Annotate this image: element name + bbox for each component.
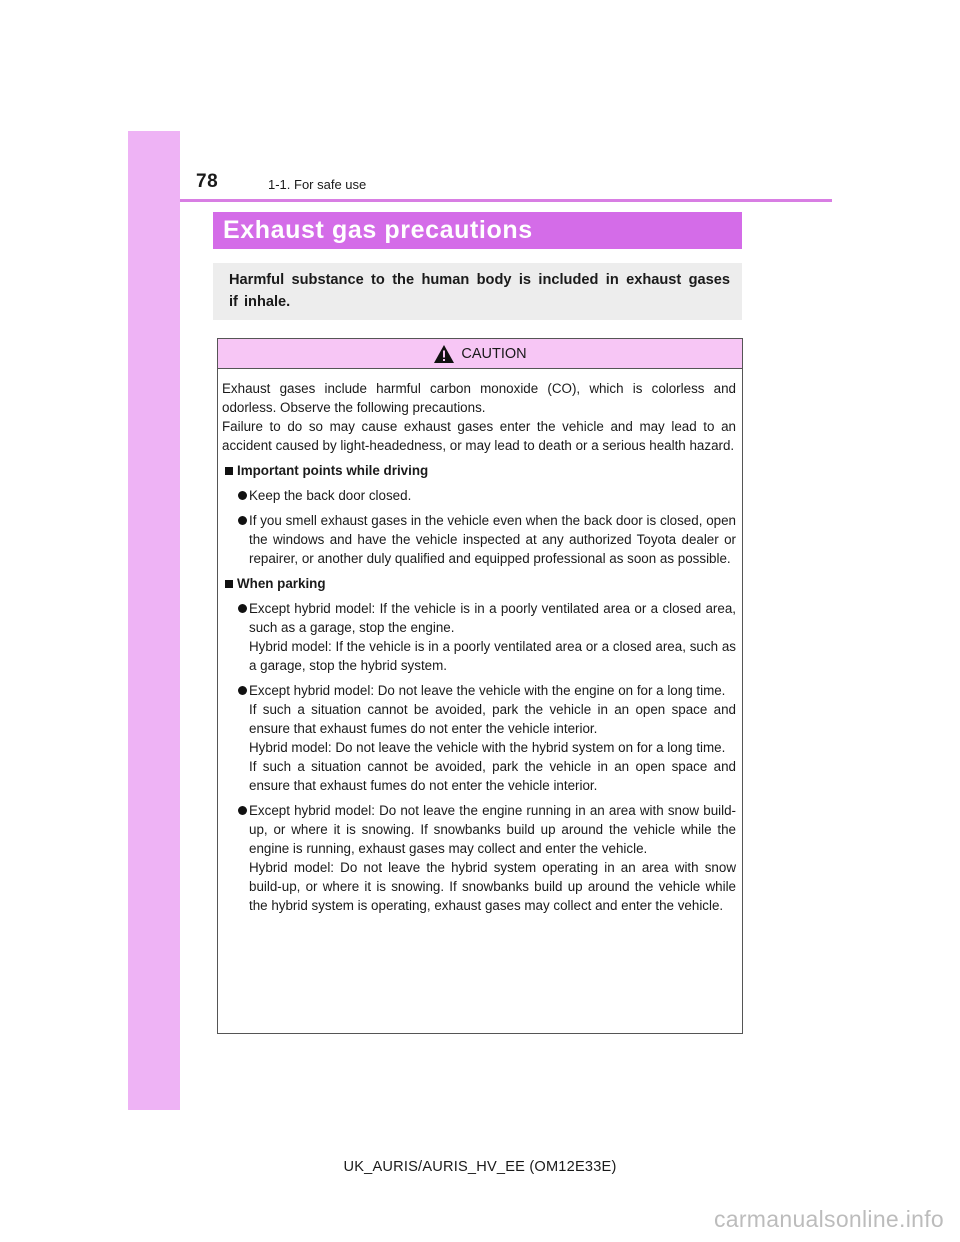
bullet-paragraph: If such a situation cannot be avoided, park the vehicle in an open space and ensure that exhaust fumes do not enter the vehicle interior.	[249, 702, 736, 736]
bullet-paragraph: Except hybrid model: Do not leave the engine running in an area with snow build-up, or where it is snowing. If snowbanks build up around the vehicle while the engine is running, exhaust gases may collect and enter the vehicle.	[249, 803, 736, 856]
warning-triangle-icon	[433, 344, 455, 364]
title-banner	[213, 212, 742, 249]
watermark: carmanualsonline.info	[713, 1206, 944, 1232]
round-bullet-icon	[238, 491, 247, 500]
square-bullet-icon	[225, 580, 233, 588]
bullet-paragraph: Except hybrid model: If the vehicle is in a poorly ventilated area or a closed area, such as a garage, stop the engine.	[249, 601, 736, 635]
bullet-item	[222, 486, 736, 505]
caution-box	[217, 338, 743, 1034]
bullet-text	[249, 511, 736, 568]
bullet-text	[249, 599, 736, 675]
caution-intro-paragraph: Failure to do so may cause exhaust gases enter the vehicle and may lead to an accident caused by light-headedness, or may lead to death or a serious health hazard.	[222, 419, 736, 453]
bullet-paragraph: If such a situation cannot be avoided, park the vehicle in an open space and ensure that exhaust fumes do not enter the vehicle interior.	[249, 759, 736, 793]
bullet-paragraph: If you smell exhaust gases in the vehicle even when the back door is closed, open the windows and have the vehicle inspected at any authorized Toyota dealer or repairer, or another duly qualified and equipped professional as soon as possible.	[249, 513, 736, 566]
bullet-item	[222, 599, 736, 675]
chapter-side-tab	[128, 131, 180, 1110]
bullet-text	[249, 681, 736, 795]
page-number: 78	[196, 171, 219, 192]
bullet-item	[222, 681, 736, 795]
bullet-text	[249, 801, 736, 915]
round-bullet-icon	[238, 806, 247, 815]
group-title	[222, 574, 736, 593]
bullet-paragraph: Hybrid model: Do not leave the vehicle with the hybrid system on for a long time.	[249, 740, 726, 755]
bullet-text	[249, 486, 736, 505]
caution-body	[218, 369, 742, 915]
group-title	[222, 461, 736, 480]
bullet-paragraph: Keep the back door closed.	[249, 488, 412, 503]
footer-model-code: UK_AURIS/AURIS_HV_EE (OM12E33E)	[343, 1159, 617, 1175]
page-title: Exhaust gas precautions	[223, 216, 533, 244]
bullet-paragraph: Except hybrid model: Do not leave the vehicle with the engine on for a long time.	[249, 683, 726, 698]
round-bullet-icon	[238, 516, 247, 525]
round-bullet-icon	[238, 686, 247, 695]
group-title-text: When parking	[237, 576, 326, 591]
section-label: 1-1. For safe use	[268, 177, 367, 192]
caution-intro	[222, 379, 736, 455]
caution-groups	[222, 461, 736, 915]
bullet-item	[222, 511, 736, 568]
bullet-paragraph: Hybrid model: If the vehicle is in a poorly ventilated area or a closed area, such as a garage, stop the hybrid system.	[249, 639, 736, 673]
caution-label: CAUTION	[461, 345, 527, 362]
caution-intro-paragraph: Exhaust gases include harmful carbon monoxide (CO), which is colorless and odorless. Observe the following precautions.	[222, 381, 736, 415]
square-bullet-icon	[225, 467, 233, 475]
group-title-text: Important points while driving	[237, 463, 429, 478]
caution-header	[218, 339, 742, 369]
bullet-item	[222, 801, 736, 915]
round-bullet-icon	[238, 604, 247, 613]
summary-box: Harmful substance to the human body is included in exhaust gases if inhale.	[213, 263, 742, 320]
header-divider	[180, 199, 832, 202]
bullet-paragraph: Hybrid model: Do not leave the hybrid system operating in an area with snow build-up, or where it is snowing. If snowbanks build up around the vehicle while the hybrid system is operating, exhaust gases may collect and enter the vehicle.	[249, 860, 736, 913]
